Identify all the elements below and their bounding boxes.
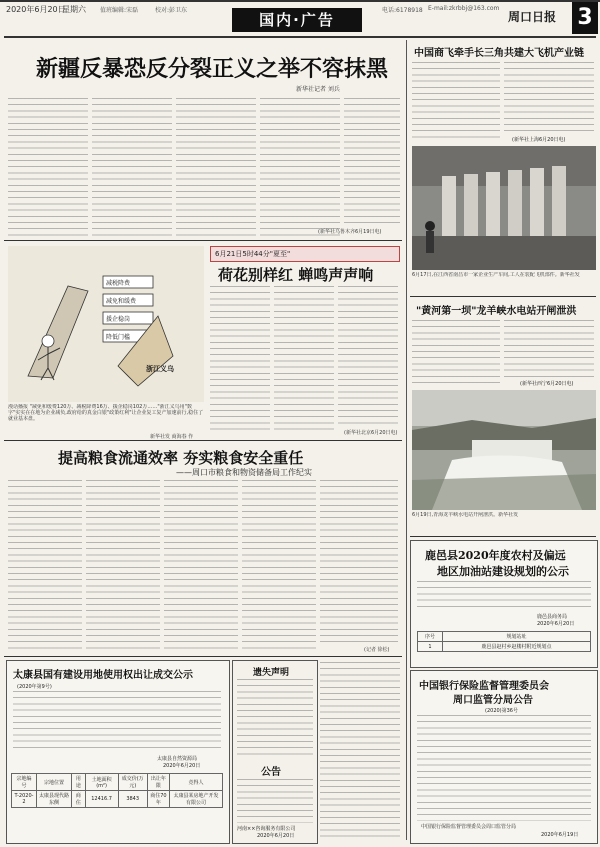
hotline: 电话:6178918 (382, 7, 423, 14)
aircraft-photo (412, 146, 596, 270)
taikang-doc-no: (2020年第9号) (17, 684, 52, 690)
dam-headline: "黄河第一坝"龙羊峡水电站开闸泄洪 (416, 306, 577, 317)
aircraft-text-col1 (412, 62, 500, 142)
aircraft-headline: 中国商飞牵手长三角共建大飞机产业链 (414, 48, 584, 59)
section-title: 国内·广告 (232, 8, 362, 32)
grain-author: (记者 徐松) (364, 647, 390, 653)
grain-text-col2 (86, 480, 160, 652)
header-rule (4, 36, 596, 38)
luyi-notice (410, 540, 598, 668)
table-header-cell: 成交价(万元) (118, 774, 147, 791)
solstice-kicker: 6月21日5时44分"夏至" (215, 250, 291, 258)
dam-photo (412, 390, 596, 510)
issue-date: 2020年6月20日 (6, 5, 66, 14)
cartoon-label-1: 减税降费 (106, 280, 131, 287)
cartoon-credit: 新华社发 商海春 作 (150, 434, 194, 440)
cartoon-label-4: 降低门槛 (106, 334, 131, 341)
grain-text-col1 (8, 480, 82, 652)
luyi-org: 鹿邑县商务局 (537, 614, 568, 620)
taikang-table-header (12, 774, 223, 791)
table-cell: 商住70年 (147, 791, 169, 808)
lost-title: 遗失声明 (253, 668, 290, 678)
main-text-col2 (92, 98, 172, 238)
table-cell: 1 (418, 642, 443, 652)
grain-text-col5 (320, 480, 398, 644)
main-text-col4 (260, 98, 340, 238)
solstice-headline: 荷花别样红 蝉鸣声声响 (218, 266, 374, 284)
cbirc-notice (410, 670, 598, 844)
aircraft-source: (新华社上海6月20日电) (512, 137, 566, 143)
solstice-source: (新华社北京6月20日电) (344, 430, 398, 436)
cartoon-label-3: 援企稳岗 (106, 316, 131, 323)
table-cell: 太康县某房地产开发有限公司 (169, 791, 222, 808)
taikang-notice (6, 660, 230, 844)
table-cell: 12416.7 (85, 791, 118, 808)
luyi-table (417, 631, 591, 652)
luyi-body (417, 581, 591, 611)
cartoon-caption: 漫话播报 "减免和缓费120万、减税降费16万、援企稳岗102万……"浙江义乌用"数字"实实在在地为企业减负,政府给的真金白银"政策红利"让企业复工复产加速前行,稳住了就业基本盘。 (8, 404, 204, 422)
solstice-text-col3 (338, 286, 398, 426)
taikang-table (11, 773, 223, 808)
table-header-cell: 竞得人 (169, 774, 222, 791)
dam-photo-caption: 6月19日,青海龙羊峡水电站开闸泄洪。新华社发 (412, 512, 519, 518)
dam-text-col2 (504, 320, 594, 378)
table-header-cell: 规划站址 (443, 632, 591, 642)
grain-text-col3 (164, 480, 238, 652)
aircraft-bottom-rule (410, 296, 596, 297)
table-row (12, 791, 223, 808)
taikang-org: 太康县自然资源局 (157, 756, 198, 762)
taikang-date: 2020年6月20日 (163, 763, 201, 769)
cartoon-illustration (8, 246, 204, 402)
solstice-text-col2 (274, 286, 334, 432)
luyi-title-1: 鹿邑县2020年度农村及偏远 (425, 549, 566, 562)
misc-notices (320, 662, 400, 838)
table-cell: 太康县现代路东侧 (36, 791, 71, 808)
table-header-cell: 出让年限 (147, 774, 169, 791)
email: E-mail:zkrbbj@163.com (428, 5, 500, 12)
table-header-cell: 宗地位置 (36, 774, 71, 791)
cbirc-org: 中国银行保险监督管理委员会周口监管分局 (421, 824, 517, 830)
table-cell: 鹿邑县赵村乡赵楼村附近规划点 (443, 642, 591, 652)
cartoon-label-2: 减免和缓费 (106, 298, 137, 305)
table-header-cell: 用途 (72, 774, 86, 791)
taikang-body (13, 691, 221, 753)
aircraft-photo-caption: 6月17日,在江西省南昌市一家企业生产车间,工人在装配飞机部件。新华社发 (412, 272, 580, 278)
proofreader: 校对:彭卫东 (155, 7, 188, 14)
luyi-table-header (418, 632, 591, 642)
duty-editor: 值班编辑:宋磊 (100, 7, 139, 14)
page-number: 3 (572, 2, 598, 34)
lost-notices (232, 660, 318, 844)
luyi-title-2: 地区加油站建设规划的公示 (437, 565, 569, 578)
cartoon-label-5: 浙江义乌 (146, 365, 174, 373)
cbirc-title-2: 周口监管分局公告 (453, 695, 533, 706)
solstice-bottom-rule (4, 440, 402, 441)
grain-bottom-rule (4, 656, 402, 657)
table-header-cell: 土地面积(m²) (85, 774, 118, 791)
ad-title: 公告 (261, 767, 281, 778)
cbirc-title-1: 中国银行保险监督管理委员会 (419, 681, 549, 692)
cbirc-body (417, 715, 591, 821)
table-header-cell: 序号 (418, 632, 443, 642)
main-text-col5 (344, 98, 400, 228)
dam-bottom-rule (410, 536, 596, 537)
ad-body (237, 779, 313, 823)
main-text-col1 (8, 98, 88, 238)
dam-text-col1 (412, 320, 500, 386)
solstice-kicker-box (210, 246, 400, 262)
ad-contact: 河南××咨询服务有限公司 (237, 826, 296, 832)
main-source: (新华社乌鲁木齐6月19日电) (318, 229, 382, 235)
grain-headline: 提高粮食流通效率 夯实粮食安全重任 (58, 449, 304, 467)
solstice-text-col1 (210, 286, 270, 432)
cbirc-doc-no: (2020)第36号 (485, 708, 518, 714)
table-cell: T-2020-2 (12, 791, 37, 808)
taikang-title: 太康县国有建设用地使用权出让成交公示 (13, 670, 193, 681)
table-row (418, 642, 591, 652)
grain-text-col4 (242, 480, 316, 652)
table-cell: 商住 (72, 791, 86, 808)
main-text-col3 (176, 98, 256, 238)
cbirc-date: 2020年6月19日 (541, 832, 579, 838)
aircraft-text-col2 (504, 62, 594, 134)
lost-body (237, 679, 313, 757)
main-byline: 新华社记者 刘兵 (296, 86, 340, 93)
main-headline: 新疆反暴恐反分裂正义之举不容抹黑 (36, 56, 389, 82)
table-cell: 3843 (118, 791, 147, 808)
paper-name: 周口日报 (508, 10, 557, 24)
table-header-cell: 宗地编号 (12, 774, 37, 791)
issue-weekday: 星期六 (62, 5, 86, 14)
ad-date: 2020年6月20日 (257, 833, 295, 839)
luyi-date: 2020年6月20日 (537, 621, 575, 627)
grain-subtitle: ——周口市粮食和物资储备局工作纪实 (176, 468, 312, 477)
column-divider (406, 40, 407, 840)
dam-source: (新华社西宁6月20日电) (520, 381, 574, 387)
main-bottom-rule (4, 240, 402, 241)
